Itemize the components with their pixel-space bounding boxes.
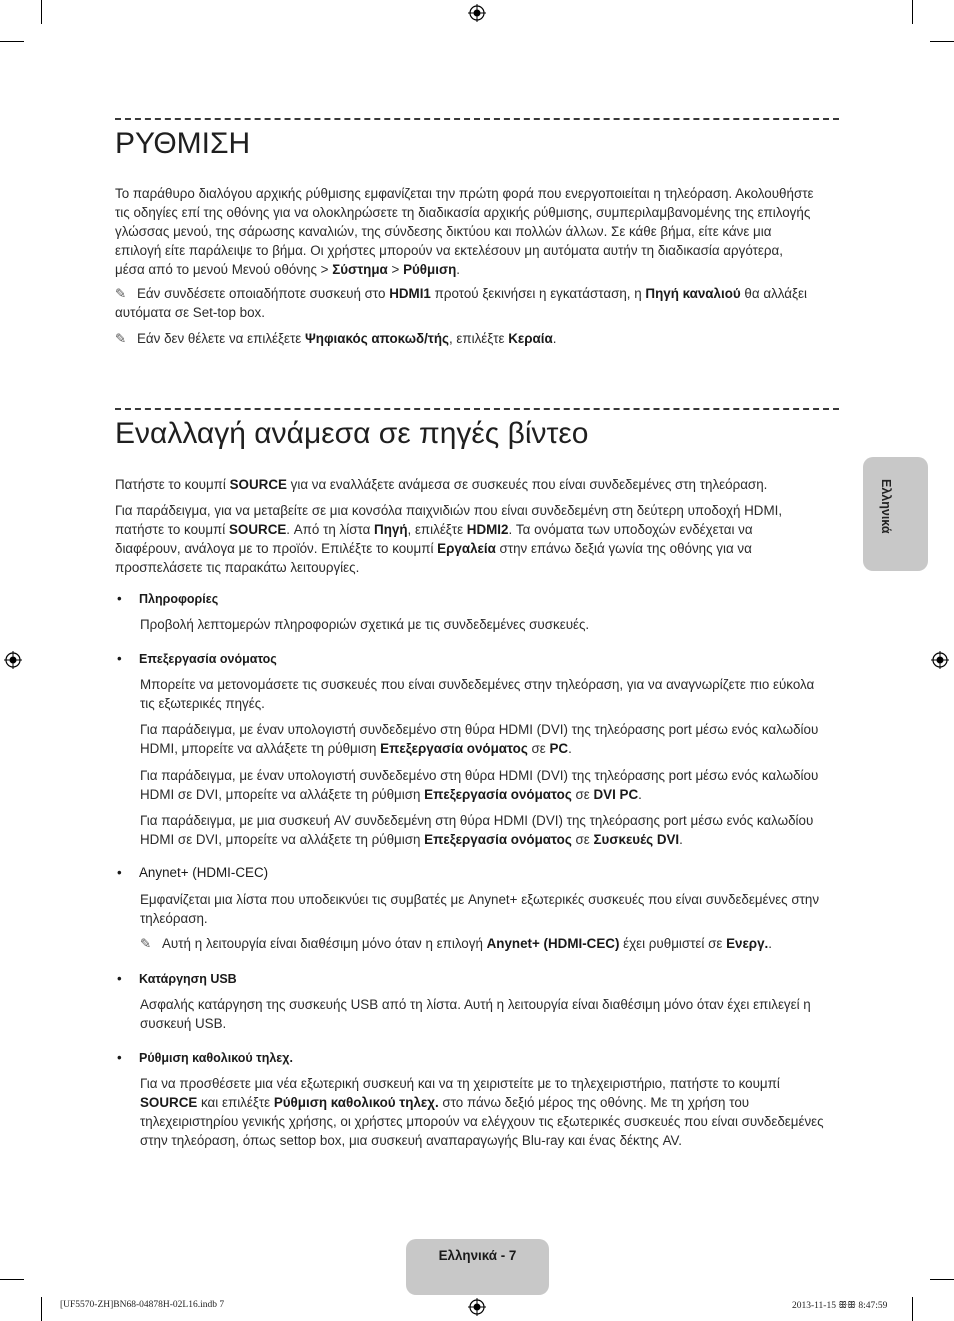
bullet-universal-remote-title: • Ρύθμιση καθολικού τηλεχ.: [117, 1050, 293, 1065]
registration-mark-icon: [468, 4, 486, 22]
edit-name-example-1: Για παράδειγμα, με έναν υπολογιστή συνδεδεμένο στη θύρα HDMI (DVI) της τηλεόρασης port μέσω ενός καλωδίου HDMI, μπορείτε να αλλάξετε τη ρύθμιση Επεξεργασία ονόματος σε PC.: [140, 722, 819, 756]
section-title-video-sources: Εναλλαγή ανάμεσα σε πηγές βίντεο: [115, 417, 589, 450]
bullet-icon: •: [117, 591, 122, 606]
crop-mark: [41, 0, 42, 24]
bullet-icon: •: [117, 651, 122, 666]
section-title-setup: ΡΥΘΜΙΣΗ: [115, 127, 251, 160]
setup-note-2: ✎ Εάν δεν θέλετε να επιλέξετε Ψηφιακός αποκωδ/τής, επιλέξτε Κεραία.: [115, 331, 557, 346]
note-pencil-icon: ✎: [140, 936, 152, 951]
language-side-tab-label: Ελληνικά: [879, 479, 893, 534]
bullet-anynet-text: Εμφανίζεται μια λίστα που υποδεικνύει τις συμβατές με Anynet+ εξωτερικές συσκευές που είναι συνδεδεμένες στην τηλεόραση.: [140, 892, 820, 926]
registration-mark-icon: [4, 651, 22, 669]
bullet-anynet-title: • Anynet+ (HDMI-CEC): [117, 865, 269, 880]
print-footer-right: 2013-11-15 ꕥꕥ 8:47:59: [792, 1301, 888, 1311]
note-pencil-icon: ✎: [115, 286, 127, 301]
crop-mark: [930, 1279, 954, 1280]
bullet-icon: •: [117, 971, 122, 986]
setup-intro: Το παράθυρο διαλόγου αρχικής ρύθμισης εμφανίζεται την πρώτη φορά που ενεργοποιείται η τηλεόραση. Ακολουθήστε τις οδηγίες επί της οθόνης για να ολοκληρώσετε τη διαδικασία αρχικής ρύθμισης, συμπεριλαμβανομένης της επιλογής γλώσσας μενού, της σάρωσης καναλιών, της σύνδεσης δικτύου και πολλών άλλων. Σε κάθε βήμα, είτε κάνε μια επιλογή είτε παράλειψε το βήμα. Οι χρήστες μπορούν να εκτελέσουν μη αυτόματα αυτήν τη διαδικασία αργότερα, μέσα από το μενού Μενού οθόνης > Σύστημα > Ρύθμιση.: [115, 186, 814, 277]
crop-mark: [41, 1297, 42, 1321]
edit-name-example-3: Για παράδειγμα, με μια συσκευή AV συνδεδεμένη στη θύρα HDMI (DVI) της τηλεόρασης port μέσω ενός καλωδίου HDMI σε DVI, μπορείτε να αλλάξετε τη ρύθμιση Επεξεργασία ονόματος σε Συσκευές DVI.: [140, 813, 814, 847]
page-number-label: Ελληνικά - 7: [438, 1248, 517, 1263]
bullet-remove-usb-text: Ασφαλής κατάργηση της συσκευής USB από τη λίστα. Αυτή η λειτουργία είναι διαθέσιμη μόνο όταν έχει επιλεγεί η συσκευή USB.: [140, 997, 811, 1031]
crop-mark: [912, 1297, 913, 1321]
section-divider: [115, 408, 839, 410]
language-side-tab: [863, 457, 928, 571]
source-example: Για παράδειγμα, για να μεταβείτε σε μια κονσόλα παιχνιδιών που είναι συνδεδεμένη στη δεύτερη υποδοχή HDMI, πατήστε το κουμπί SOURCE. Από τη λίστα Πηγή, επιλέξτε HDMI2. Τα ονόματα των υποδοχών ενδέχεται να διαφέρουν, ανάλογα με το προϊόν. Επιλέξτε το κουμπί Εργαλεία στην επάνω δεξιά γωνία της οθόνης για να προσπελάσετε τις παρακάτω λειτουργίες.: [115, 503, 783, 575]
crop-mark: [912, 0, 913, 24]
bullet-remove-usb-title: • Κατάργηση USB: [117, 971, 237, 986]
bullet-edit-name-text: Μπορείτε να μετονομάσετε τις συσκευές που είναι συνδεδεμένες στην τηλεόραση, για να αναγνωρίζετε πιο εύκολα τις εξωτερικές πηγές.: [140, 677, 815, 711]
crop-mark: [930, 41, 954, 42]
bullet-icon: •: [117, 865, 122, 880]
crop-mark: [0, 1279, 24, 1280]
bullet-edit-name-title: • Επεξεργασία ονόματος: [117, 651, 277, 666]
print-footer-left: [UF5570-ZH]BN68-04878H-02L16.indb 7: [60, 1300, 225, 1310]
section-divider: [115, 118, 839, 120]
bullet-info-title: • Πληροφορίες: [117, 591, 219, 606]
registration-mark-icon: [931, 651, 949, 669]
crop-mark: [0, 41, 24, 42]
bullet-icon: •: [117, 1050, 122, 1065]
edit-name-example-2: Για παράδειγμα, με έναν υπολογιστή συνδεδεμένο στη θύρα HDMI (DVI) της τηλεόρασης port μέσω ενός καλωδίου HDMI σε DVI, μπορείτε να αλλάξετε τη ρύθμιση Επεξεργασία ονόματος σε DVI PC.: [140, 768, 819, 802]
anynet-note: ✎ Αυτή η λειτουργία είναι διαθέσιμη μόνο όταν η επιλογή Anynet+ (HDMI-CEC) έχει ρυθμιστεί σε Ενεργ..: [140, 936, 772, 951]
registration-mark-icon: [468, 1298, 486, 1316]
bullet-universal-remote-text: Για να προσθέσετε μια νέα εξωτερική συσκευή και να τη χειριστείτε με το τηλεχειριστήριο, πατήστε το κουμπί SOURCE και επιλέξτε Ρύθμιση καθολικού τηλεχ. στο πάνω δεξιό μέρος της οθόνης. Με τη χρήση του τηλεχειριστηρίου γενικής χρήσης, οι χρήστες μπορούν να ελέγχουν τις εξωτερικές συσκευές που είναι συνδεδεμένες στην τηλεόραση, όπως settop box, μια συσκευή αναπαραγωγής Blu-ray και ένας δέκτης AV.: [140, 1076, 824, 1148]
bullet-info-text: Προβολή λεπτομερών πληροφοριών σχετικά με τις συνδεδεμένες συσκευές.: [140, 617, 590, 632]
source-intro: Πατήστε το κουμπί SOURCE για να εναλλάξετε ανάμεσα σε συσκευές που είναι συνδεδεμένες στη τηλεόραση.: [115, 477, 768, 492]
setup-note-1: ✎ Εάν συνδέσετε οποιαδήποτε συσκευή στο HDMI1 προτού ξεκινήσει η εγκατάσταση, η Πηγή καναλιού θα αλλάξει αυτόματα σε Set-top box.: [115, 286, 807, 320]
note-pencil-icon: ✎: [115, 331, 127, 346]
page-number-tab: [406, 1239, 549, 1295]
